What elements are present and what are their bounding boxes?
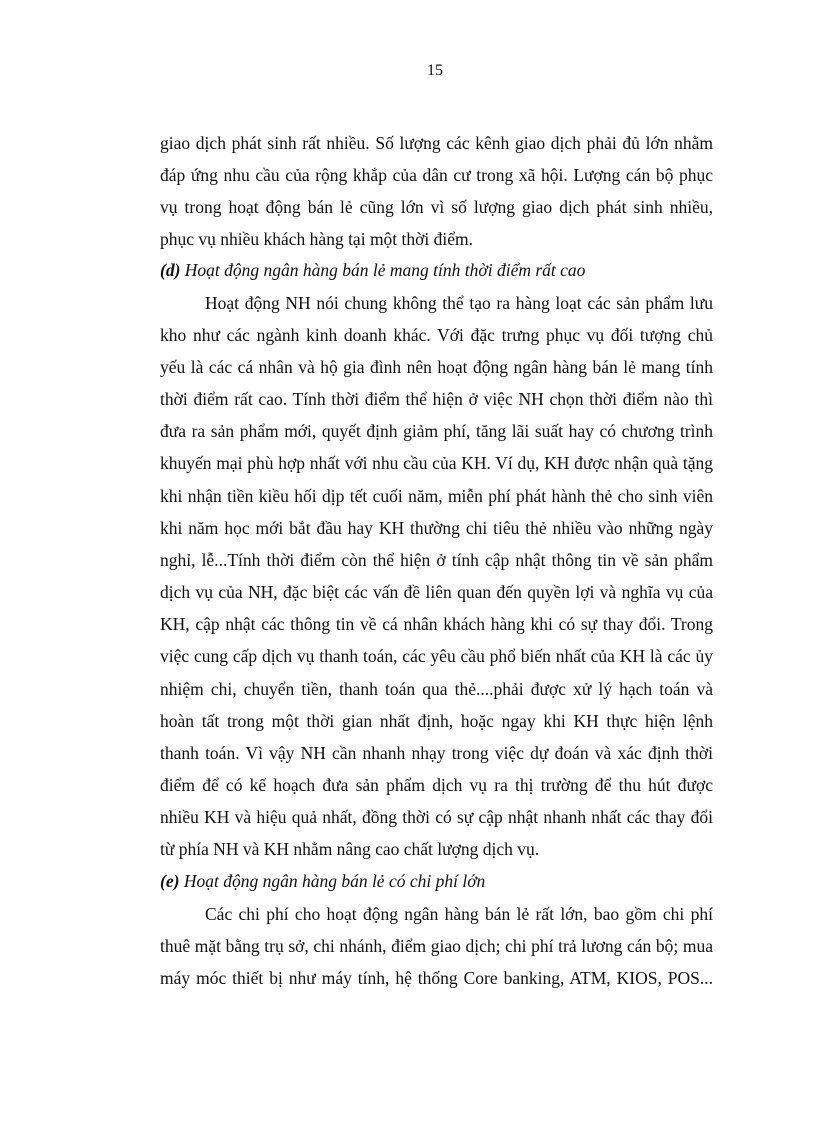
paragraph-line: hoàn tất trong một thời gian nhất định, hoặc ngay khi KH thực hiện lệnh bbox=[160, 711, 713, 731]
paragraph-line: nhiều KH và hiệu quả nhất, đồng thời có sự cập nhật nhanh nhất các thay đổi bbox=[160, 807, 713, 827]
paragraph-line: máy móc thiết bị như máy tính, hệ thống Core banking, ATM, KIOS, POS... bbox=[160, 968, 713, 988]
section-e-label: (e) bbox=[160, 871, 180, 891]
section-d-title: Hoạt động ngân hàng bán lẻ mang tính thời điểm rất cao bbox=[184, 260, 586, 280]
paragraph-line: yếu là các cá nhân và hộ gia đình nên hoạt động ngân hàng bán lẻ mang tính bbox=[160, 357, 713, 377]
section-e-title: Hoạt động ngân hàng bán lẻ có chi phí lớn bbox=[183, 871, 486, 891]
paragraph-line: KH, cập nhật các thông tin về cá nhân khách hàng khi có sự thay đổi. Trong bbox=[160, 614, 713, 634]
paragraph-line: thuê mặt bằng trụ sở, chi nhánh, điểm giao dịch; chi phí trả lương cán bộ; mua bbox=[160, 936, 713, 956]
paragraph-line: Các chi phí cho hoạt động ngân hàng bán lẻ rất lớn, bao gồm chi phí bbox=[205, 904, 713, 924]
page-number: 15 bbox=[427, 62, 443, 79]
paragraph-line: khuyến mại phù hợp nhất với nhu cầu của KH. Ví dụ, KH được nhận quà tặng bbox=[160, 453, 713, 473]
paragraph-line: vụ trong hoạt động bán lẻ cũng lớn vì số lượng giao dịch phát sinh nhiều, bbox=[160, 197, 713, 217]
paragraph-line: thanh toán. Vì vậy NH cần nhanh nhạy trong việc dự đoán và xác định thời bbox=[160, 743, 713, 763]
paragraph-line: khi nhận tiền kiều hối dịp tết cuối năm, miễn phí phát hành thẻ cho sinh viên bbox=[160, 486, 713, 506]
paragraph-line: dịch vụ của NH, đặc biệt các vấn đề liên quan đến quyền lợi và nghĩa vụ của bbox=[160, 582, 713, 602]
paragraph-line: thời điểm rất cao. Tính thời điểm thể hiện ở việc NH chọn thời điểm nào thì bbox=[160, 389, 713, 409]
section-e-heading bbox=[160, 870, 485, 892]
section-d-label: (d) bbox=[160, 260, 181, 280]
paragraph-line: nghỉ, lễ...Tính thời điểm còn thể hiện ở tính cập nhật thông tin về sản phẩm bbox=[160, 550, 713, 570]
paragraph-line: việc cung cấp dịch vụ thanh toán, các yêu cầu phổ biến nhất của KH là các ủy bbox=[160, 646, 713, 666]
paragraph-line: kho như các ngành kinh doanh khác. Với đặc trưng phục vụ đối tượng chủ bbox=[160, 325, 713, 345]
paragraph-line: khi năm học mới bắt đầu hay KH thường chi tiêu thẻ nhiều vào những ngày bbox=[160, 518, 713, 538]
paragraph-line: đáp ứng nhu cầu của rộng khắp của dân cư trong xã hội. Lượng cán bộ phục bbox=[160, 165, 713, 185]
paragraph-line: từ phía NH và KH nhằm nâng cao chất lượng dịch vụ. bbox=[160, 839, 540, 859]
paragraph-line: đưa ra sản phẩm mới, quyết định giảm phí, tăng lãi suất hay có chương trình bbox=[160, 421, 713, 441]
paragraph-line: giao dịch phát sinh rất nhiều. Số lượng các kênh giao dịch phải đủ lớn nhằm bbox=[160, 133, 713, 153]
paragraph-line: phục vụ nhiều khách hàng tại một thời điểm. bbox=[160, 229, 474, 249]
section-d-heading bbox=[160, 259, 585, 281]
paragraph-line: nhiệm chi, chuyển tiền, thanh toán qua thẻ....phải được xử lý hạch toán và bbox=[160, 679, 713, 699]
paragraph-line: Hoạt động NH nói chung không thể tạo ra hàng loạt các sản phẩm lưu bbox=[205, 293, 713, 313]
paragraph-line: điểm để có kế hoạch đưa sản phẩm dịch vụ ra thị trường để thu hút được bbox=[160, 775, 713, 795]
